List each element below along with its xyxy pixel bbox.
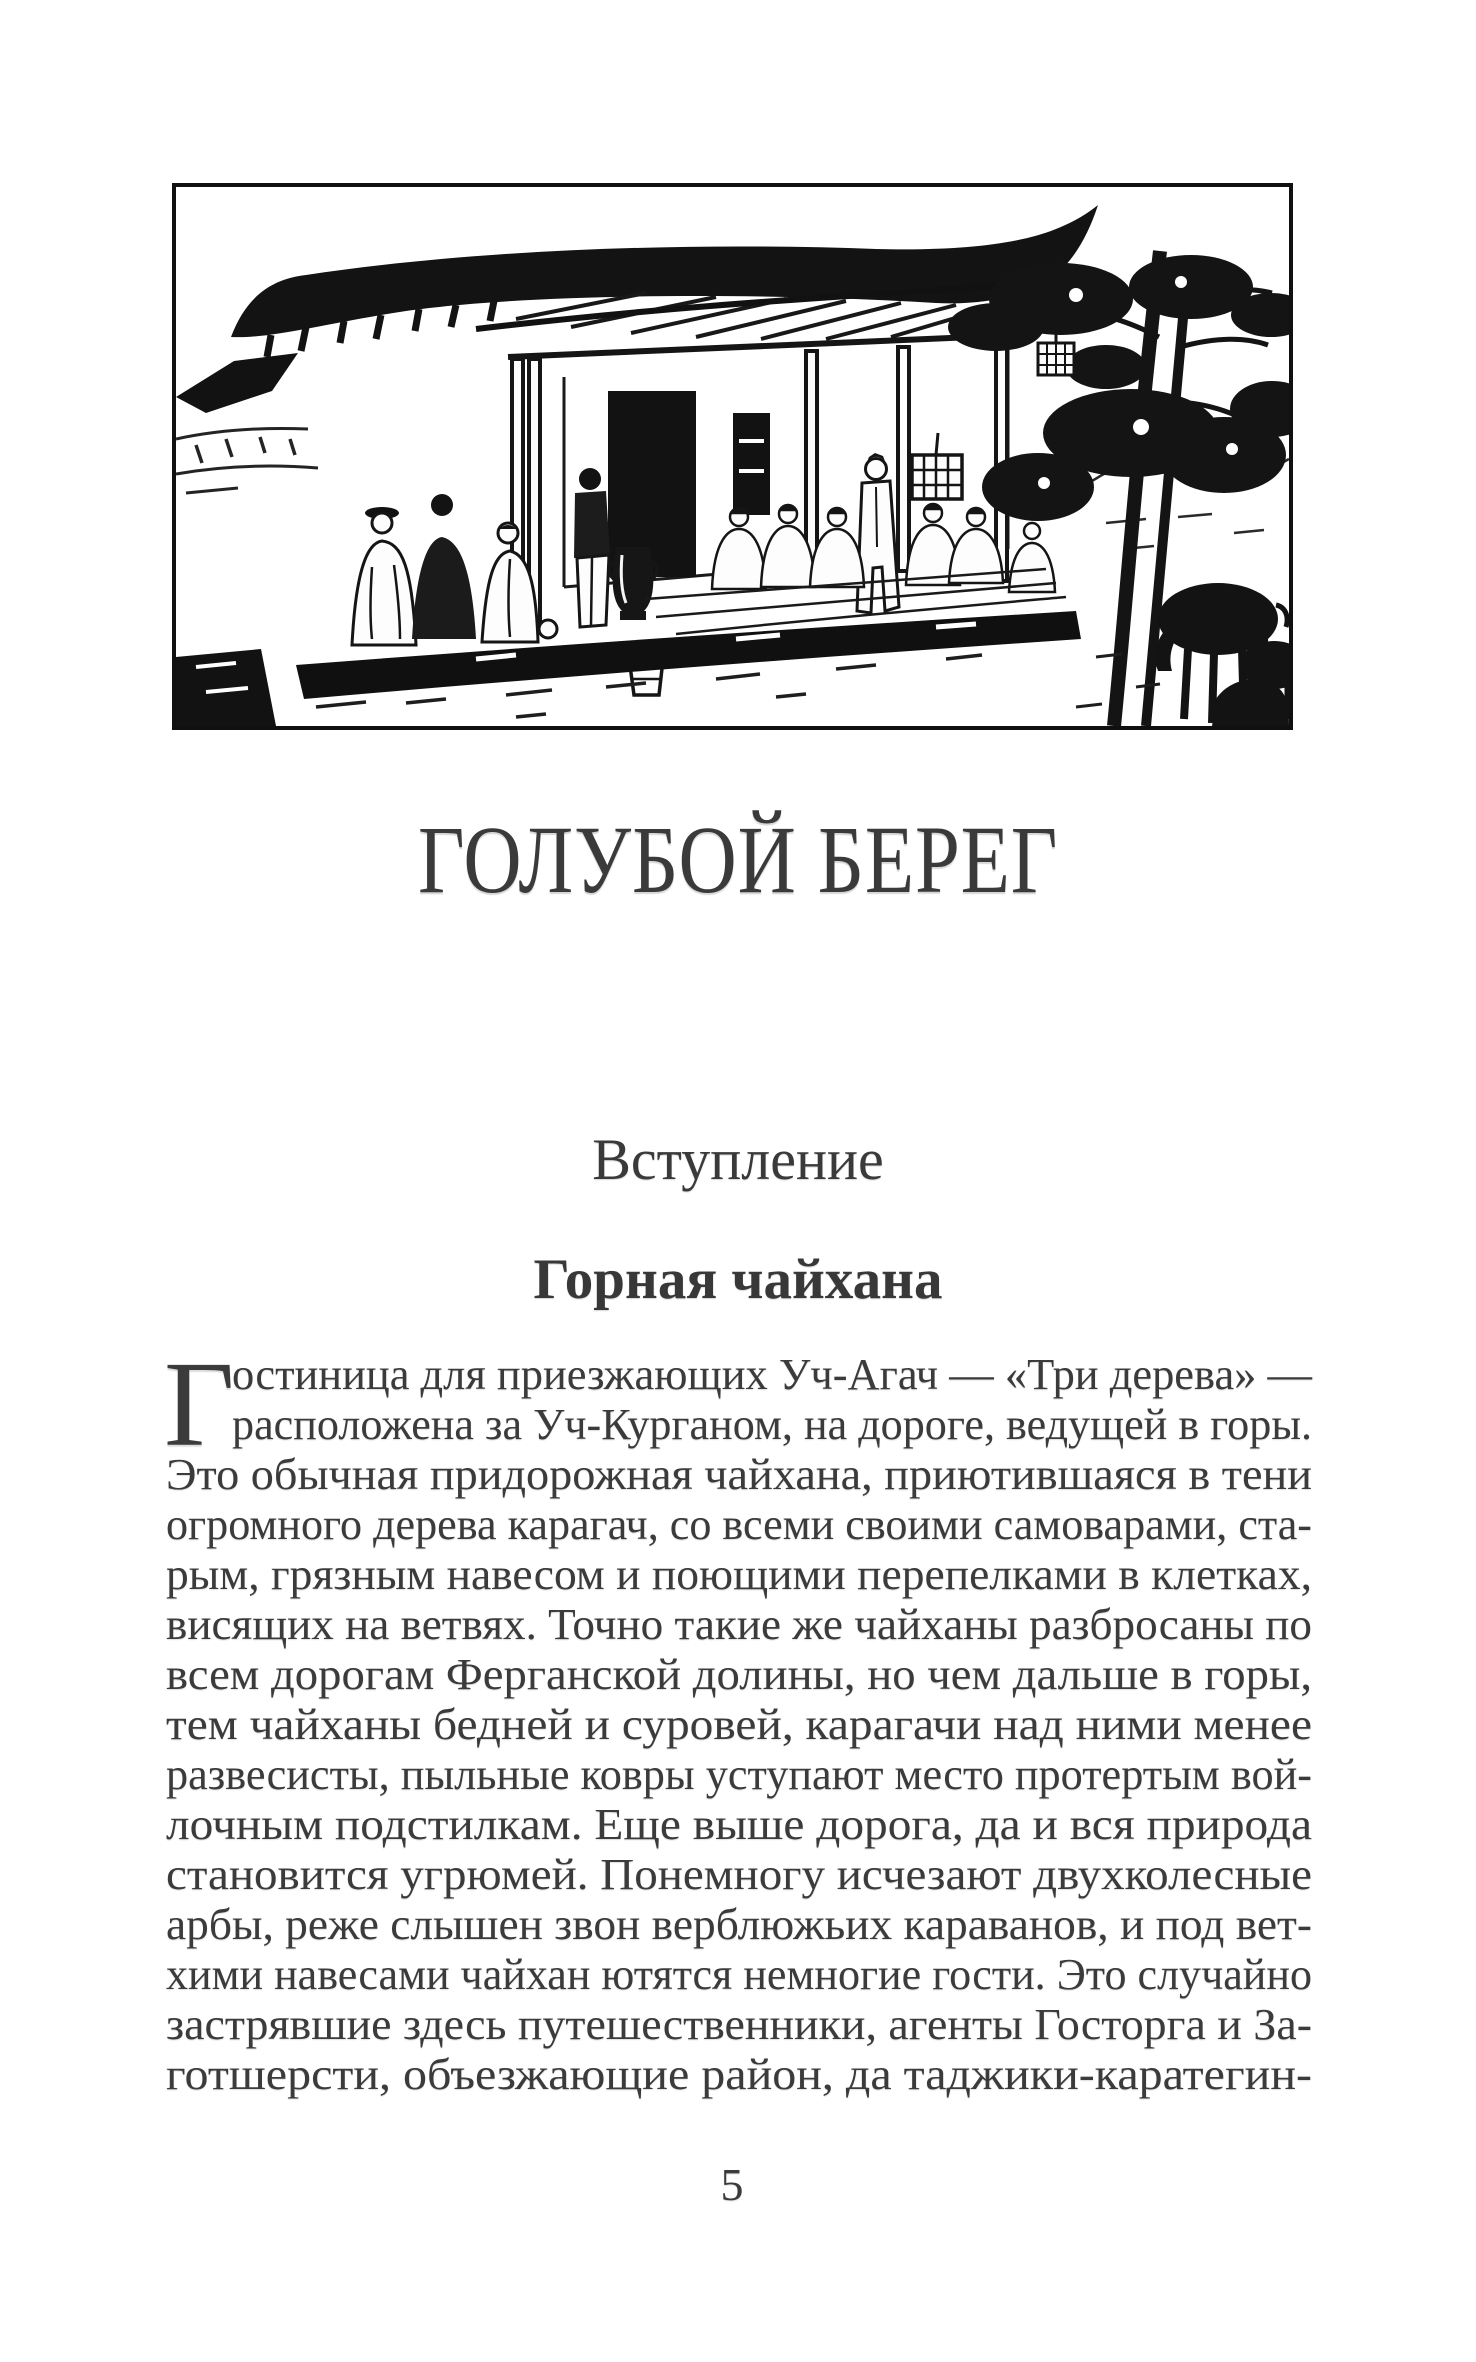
book-title bbox=[0, 806, 1476, 913]
window bbox=[733, 413, 770, 515]
body-line: всем дорогам Ферганской долины, но чем дальше в горы, bbox=[166, 1650, 1312, 1699]
body-line: готшерсти, объезжающие район, да таджики-каратегин- bbox=[166, 2050, 1312, 2099]
body-line: остиница для приезжающих Уч-Агач — «Три дерева» — bbox=[232, 1350, 1312, 1399]
body-line: висящих на ветвях. Точно такие же чайханы разбросаны по bbox=[166, 1600, 1312, 1649]
birdcage-small bbox=[1038, 333, 1074, 375]
chapter-heading: Горная чайхана bbox=[533, 1248, 943, 1311]
body-paragraph bbox=[164, 1337, 1312, 2100]
body-line: развесисты, пыльные ковры уступают место протертым вой- bbox=[166, 1750, 1312, 1799]
side-wall bbox=[176, 353, 318, 493]
standing-figure-center bbox=[857, 453, 899, 613]
drop-cap: Г bbox=[164, 1337, 235, 1472]
body-line: арбы, реже слышен звон верблюжьих караванов, и под вет- bbox=[166, 1900, 1312, 1949]
body-line: застрявшие здесь путешественники, агенты Госторга и За- bbox=[166, 2000, 1312, 2049]
body-line: огромного дерева карагач, со всеми своими самоварами, ста- bbox=[166, 1500, 1312, 1549]
body-line: тем чайханы бедней и суровей, карагачи над ними менее bbox=[166, 1700, 1312, 1749]
foreground-figures bbox=[352, 494, 557, 645]
body-line: становится угрюмей. Понемногу исчезают двухколесные bbox=[166, 1850, 1312, 1899]
body-line: Это обычная придорожная чайхана, приютившаяся в тени bbox=[166, 1450, 1312, 1499]
birdcage bbox=[912, 433, 962, 499]
body-line: хими навесами чайхан ютятся немногие гости. Это случайно bbox=[166, 1950, 1312, 1999]
book-title-text: ГОЛУБОЙ БЕРЕГ bbox=[417, 806, 1059, 913]
body-line: лочным подстилкам. Еще выше дорога, да и вся природа bbox=[166, 1800, 1312, 1849]
illustration-frame bbox=[172, 183, 1293, 730]
body-line: рым, грязным навесом и поющими перепелками в клетках, bbox=[166, 1550, 1312, 1599]
standing-figure-left bbox=[574, 468, 610, 627]
intro-heading: Вступление bbox=[592, 1127, 884, 1192]
page-number: 5 bbox=[720, 2159, 744, 2210]
chaikhana-illustration bbox=[176, 187, 1289, 726]
body-line: расположена за Уч-Курганом, на дороге, ведущей в горы. bbox=[232, 1400, 1312, 1449]
